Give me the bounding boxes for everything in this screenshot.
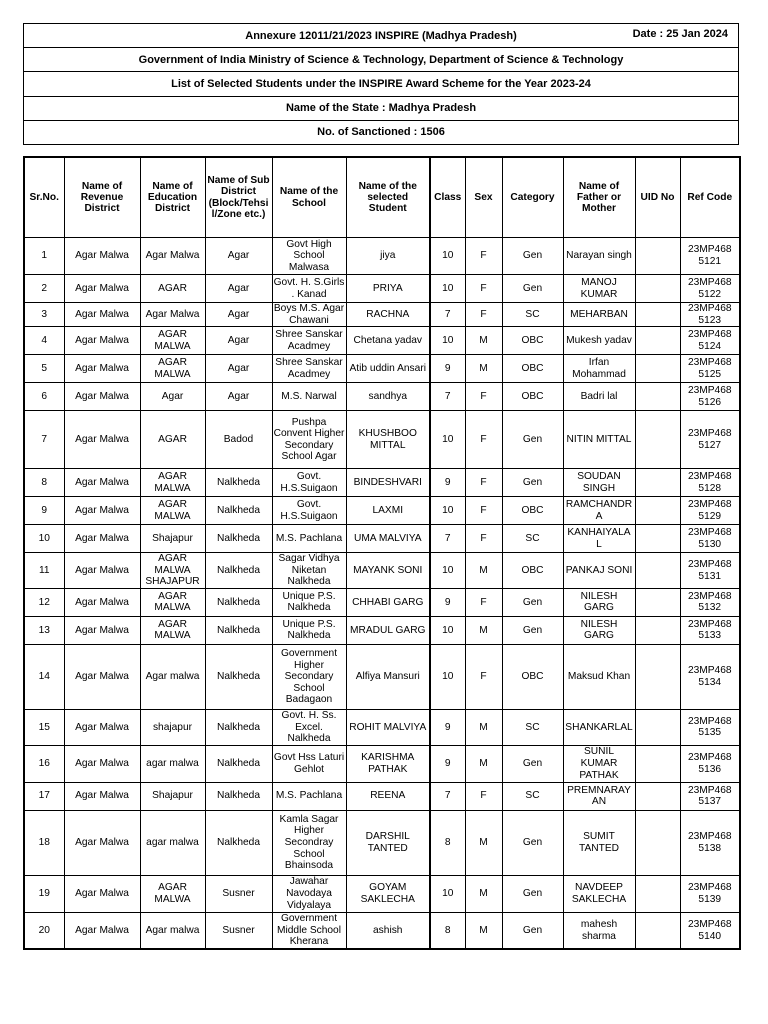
- cell-school-name: Govt. H. Ss. Excel. Nalkheda: [272, 709, 346, 745]
- cell-ref-code: 23MP468 5127: [680, 411, 740, 469]
- cell-student-name: Atib uddin Ansari: [346, 355, 430, 383]
- table-row: [24, 644, 740, 709]
- cell-ref-code: 23MP468 5138: [680, 810, 740, 875]
- column-header-sex: Sex: [465, 157, 502, 238]
- cell-education-district: AGAR MALWA: [140, 497, 205, 525]
- cell-revenue-district: Agar Malwa: [64, 275, 140, 303]
- column-header-uid-no: UID No: [635, 157, 680, 238]
- cell-parent-name: SOUDAN SINGH: [563, 469, 635, 497]
- cell-revenue-district: Agar Malwa: [64, 644, 140, 709]
- cell-parent-name: NILESH GARG: [563, 588, 635, 616]
- cell-parent-name: Irfan Mohammad: [563, 355, 635, 383]
- cell-revenue-district: Agar Malwa: [64, 745, 140, 782]
- table-row: [24, 810, 740, 875]
- cell-parent-name: SUMIT TANTED: [563, 810, 635, 875]
- cell-class: 9: [430, 469, 465, 497]
- cell-category: SC: [502, 525, 563, 553]
- cell-school-name: Kamla Sagar Higher Secondray School Bhainsoda: [272, 810, 346, 875]
- cell-ref-code: 23MP468 5126: [680, 383, 740, 411]
- cell-student-name: UMA MALVIYA: [346, 525, 430, 553]
- table-body: [24, 238, 740, 950]
- table-row: [24, 875, 740, 912]
- cell-ref-code: 23MP468 5139: [680, 875, 740, 912]
- cell-ref-code: 23MP468 5136: [680, 745, 740, 782]
- cell-revenue-district: Agar Malwa: [64, 411, 140, 469]
- column-header-class: Class: [430, 157, 465, 238]
- cell-sub-district: Badod: [205, 411, 272, 469]
- cell-education-district: Agar malwa: [140, 912, 205, 949]
- cell-sr-no: 1: [24, 238, 64, 275]
- table-row: [24, 275, 740, 303]
- cell-student-name: BINDESHVARI: [346, 469, 430, 497]
- cell-sub-district: Nalkheda: [205, 745, 272, 782]
- cell-sex: M: [465, 912, 502, 949]
- cell-category: OBC: [502, 553, 563, 589]
- cell-sex: F: [465, 411, 502, 469]
- cell-category: SC: [502, 782, 563, 810]
- cell-category: Gen: [502, 588, 563, 616]
- cell-sex: M: [465, 616, 502, 644]
- table-row: [24, 912, 740, 949]
- cell-sub-district: Nalkheda: [205, 616, 272, 644]
- cell-sr-no: 18: [24, 810, 64, 875]
- cell-parent-name: SUNIL KUMAR PATHAK: [563, 745, 635, 782]
- cell-sex: M: [465, 355, 502, 383]
- cell-education-district: agar malwa: [140, 745, 205, 782]
- cell-revenue-district: Agar Malwa: [64, 912, 140, 949]
- cell-student-name: Chetana yadav: [346, 327, 430, 355]
- cell-category: SC: [502, 709, 563, 745]
- cell-student-name: DARSHIL TANTED: [346, 810, 430, 875]
- cell-parent-name: NITIN MITTAL: [563, 411, 635, 469]
- cell-class: 10: [430, 875, 465, 912]
- cell-sub-district: Agar: [205, 275, 272, 303]
- cell-sex: M: [465, 327, 502, 355]
- cell-sex: M: [465, 810, 502, 875]
- state-name: Name of the State : Madhya Pradesh: [24, 96, 739, 120]
- cell-parent-name: Maksud Khan: [563, 644, 635, 709]
- cell-sr-no: 13: [24, 616, 64, 644]
- cell-revenue-district: Agar Malwa: [64, 588, 140, 616]
- cell-education-district: AGAR MALWA: [140, 875, 205, 912]
- cell-education-district: AGAR MALWA: [140, 355, 205, 383]
- cell-class: 10: [430, 327, 465, 355]
- cell-class: 10: [430, 411, 465, 469]
- cell-student-name: jiya: [346, 238, 430, 275]
- cell-parent-name: NILESH GARG: [563, 616, 635, 644]
- cell-uid-no: [635, 497, 680, 525]
- column-header-school-name: Name of the School: [272, 157, 346, 238]
- cell-sub-district: Agar: [205, 355, 272, 383]
- cell-sex: M: [465, 745, 502, 782]
- cell-education-district: Agar malwa: [140, 644, 205, 709]
- cell-education-district: Shajapur: [140, 782, 205, 810]
- students-table: [23, 156, 741, 950]
- cell-parent-name: PREMNARAY AN: [563, 782, 635, 810]
- list-title: List of Selected Students under the INSPIRE Award Scheme for the Year 2023-24: [24, 72, 739, 96]
- cell-ref-code: 23MP468 5124: [680, 327, 740, 355]
- cell-parent-name: SHANKARLAL: [563, 709, 635, 745]
- cell-uid-no: [635, 875, 680, 912]
- cell-school-name: Shree Sanskar Acadmey: [272, 355, 346, 383]
- cell-education-district: Agar Malwa: [140, 303, 205, 327]
- cell-uid-no: [635, 275, 680, 303]
- cell-category: OBC: [502, 497, 563, 525]
- cell-education-district: Shajapur: [140, 525, 205, 553]
- table-row: [24, 327, 740, 355]
- cell-school-name: Govt. H. S.Girls . Kanad: [272, 275, 346, 303]
- cell-student-name: REENA: [346, 782, 430, 810]
- cell-ref-code: 23MP468 5129: [680, 497, 740, 525]
- cell-revenue-district: Agar Malwa: [64, 810, 140, 875]
- cell-class: 7: [430, 303, 465, 327]
- cell-revenue-district: Agar Malwa: [64, 709, 140, 745]
- cell-class: 7: [430, 525, 465, 553]
- cell-category: Gen: [502, 912, 563, 949]
- cell-school-name: M.S. Pachlana: [272, 525, 346, 553]
- cell-sub-district: Nalkheda: [205, 588, 272, 616]
- cell-sr-no: 7: [24, 411, 64, 469]
- cell-ref-code: 23MP468 5133: [680, 616, 740, 644]
- cell-sex: M: [465, 875, 502, 912]
- cell-sex: F: [465, 238, 502, 275]
- cell-sr-no: 6: [24, 383, 64, 411]
- cell-parent-name: KANHAIYALA L: [563, 525, 635, 553]
- cell-parent-name: NAVDEEP SAKLECHA: [563, 875, 635, 912]
- cell-class: 7: [430, 782, 465, 810]
- cell-school-name: Boys M.S. Agar Chawani: [273, 303, 345, 326]
- cell-revenue-district: Agar Malwa: [64, 782, 140, 810]
- cell-revenue-district: Agar Malwa: [64, 355, 140, 383]
- cell-school-name: Shree Sanskar Acadmey: [272, 327, 346, 355]
- cell-sex: F: [465, 469, 502, 497]
- cell-parent-name: Mukesh yadav: [563, 327, 635, 355]
- cell-class: 9: [430, 588, 465, 616]
- cell-parent-name: mahesh sharma: [563, 912, 635, 949]
- cell-student-name: KARISHMA PATHAK: [346, 745, 430, 782]
- cell-uid-no: [635, 327, 680, 355]
- cell-sex: F: [465, 644, 502, 709]
- cell-education-district: Agar: [140, 383, 205, 411]
- cell-uid-no: [635, 411, 680, 469]
- cell-revenue-district: Agar Malwa: [64, 469, 140, 497]
- cell-sr-no: 2: [24, 275, 64, 303]
- cell-school-name: Govt. H.S.Suigaon: [272, 497, 346, 525]
- header-row-annexure: [24, 24, 739, 48]
- cell-category: Gen: [502, 238, 563, 275]
- cell-class: 9: [430, 709, 465, 745]
- cell-uid-no: [635, 355, 680, 383]
- cell-ref-code: 23MP468 5140: [680, 912, 740, 949]
- cell-class: 10: [430, 616, 465, 644]
- cell-ref-code: 23MP468 5137: [680, 782, 740, 810]
- cell-education-district: Agar Malwa: [140, 238, 205, 275]
- cell-class: 9: [430, 355, 465, 383]
- table-row: [24, 497, 740, 525]
- table-row: [24, 383, 740, 411]
- cell-parent-name: RAMCHANDR A: [563, 497, 635, 525]
- cell-revenue-district: Agar Malwa: [64, 553, 140, 589]
- cell-school-name: Pushpa Convent Higher Secondary School Agar: [272, 411, 346, 469]
- cell-category: OBC: [502, 644, 563, 709]
- cell-ref-code: 23MP468 5121: [680, 238, 740, 275]
- cell-student-name: ROHIT MALVIYA: [346, 709, 430, 745]
- cell-uid-no: [635, 912, 680, 949]
- cell-sr-no: 8: [24, 469, 64, 497]
- cell-sex: F: [465, 275, 502, 303]
- cell-ref-code: 23MP468 5125: [680, 355, 740, 383]
- table-row: [24, 303, 740, 327]
- cell-category: Gen: [502, 810, 563, 875]
- table-row: [24, 238, 740, 275]
- cell-ref-code: 23MP468 5128: [680, 469, 740, 497]
- table-header-row: [24, 157, 740, 238]
- cell-sub-district: Susner: [205, 912, 272, 949]
- cell-education-district: agar malwa: [140, 810, 205, 875]
- cell-category: OBC: [502, 383, 563, 411]
- table-row: [24, 355, 740, 383]
- cell-uid-no: [635, 588, 680, 616]
- column-header-ref-code: Ref Code: [680, 157, 740, 238]
- cell-sex: M: [465, 709, 502, 745]
- cell-sr-no: 3: [24, 303, 64, 327]
- cell-parent-name: PANKAJ SONI: [563, 553, 635, 589]
- column-header-education-district: Name of Education District: [140, 157, 205, 238]
- cell-school-name: Unique P.S. Nalkheda: [272, 616, 346, 644]
- cell-uid-no: [635, 644, 680, 709]
- cell-category: OBC: [502, 327, 563, 355]
- cell-sub-district: Agar: [205, 303, 272, 327]
- cell-uid-no: [635, 238, 680, 275]
- cell-category: Gen: [502, 875, 563, 912]
- cell-revenue-district: Agar Malwa: [64, 327, 140, 355]
- cell-revenue-district: Agar Malwa: [64, 875, 140, 912]
- cell-sr-no: 4: [24, 327, 64, 355]
- cell-revenue-district: Agar Malwa: [64, 383, 140, 411]
- table-row: [24, 553, 740, 589]
- cell-sub-district: Agar: [205, 327, 272, 355]
- cell-sr-no: 12: [24, 588, 64, 616]
- cell-ref-code: 23MP468 5123: [680, 303, 740, 327]
- cell-uid-no: [635, 782, 680, 810]
- cell-student-name: KHUSHBOO MITTAL: [346, 411, 430, 469]
- cell-sr-no: 17: [24, 782, 64, 810]
- cell-school-name: Sagar Vidhya Niketan Nalkheda: [272, 553, 346, 589]
- cell-uid-no: [635, 745, 680, 782]
- cell-sex: F: [465, 525, 502, 553]
- cell-parent-name: MANOJ KUMAR: [563, 275, 635, 303]
- cell-parent-name: MEHARBAN: [563, 303, 635, 327]
- cell-student-name: MAYANK SONI: [346, 553, 430, 589]
- cell-school-name: Unique P.S. Nalkheda: [272, 588, 346, 616]
- cell-sex: F: [465, 497, 502, 525]
- cell-school-name: Govt. H.S.Suigaon: [272, 469, 346, 497]
- ministry-title: Government of India Ministry of Science & Technology, Department of Science & Technology: [24, 48, 739, 72]
- cell-student-name: MRADUL GARG: [346, 616, 430, 644]
- cell-education-district: shajapur: [140, 709, 205, 745]
- cell-student-name: sandhya: [346, 383, 430, 411]
- cell-education-district: AGAR MALWA: [140, 469, 205, 497]
- cell-uid-no: [635, 553, 680, 589]
- cell-sub-district: Nalkheda: [205, 709, 272, 745]
- cell-category: Gen: [502, 469, 563, 497]
- annexure-title: Annexure 12011/21/2023 INSPIRE (Madhya Pradesh): [245, 29, 517, 42]
- cell-class: 7: [430, 383, 465, 411]
- header-table: [23, 23, 739, 145]
- cell-ref-code: 23MP468 5132: [680, 588, 740, 616]
- cell-category: Gen: [502, 616, 563, 644]
- table-row: [24, 745, 740, 782]
- cell-student-name: ashish: [346, 912, 430, 949]
- cell-sr-no: 11: [24, 553, 64, 589]
- cell-class: 10: [430, 275, 465, 303]
- sanctioned-count: No. of Sanctioned : 1506: [24, 120, 739, 144]
- cell-category: Gen: [502, 745, 563, 782]
- table-row: [24, 469, 740, 497]
- cell-uid-no: [635, 616, 680, 644]
- cell-class: 10: [430, 497, 465, 525]
- table-row: [24, 782, 740, 810]
- cell-uid-no: [635, 525, 680, 553]
- cell-sub-district: Nalkheda: [205, 644, 272, 709]
- cell-uid-no: [635, 469, 680, 497]
- cell-student-name: Alfiya Mansuri: [346, 644, 430, 709]
- cell-revenue-district: Agar Malwa: [64, 616, 140, 644]
- cell-category: Gen: [502, 411, 563, 469]
- cell-sr-no: 10: [24, 525, 64, 553]
- cell-education-district: AGAR MALWA: [140, 616, 205, 644]
- table-row: [24, 411, 740, 469]
- table-row: [24, 525, 740, 553]
- cell-school-name: Govt High School Malwasa: [272, 238, 346, 275]
- cell-sr-no: 9: [24, 497, 64, 525]
- cell-sex: M: [465, 553, 502, 589]
- cell-education-district: AGAR MALWA SHAJAPUR: [140, 553, 205, 589]
- cell-sub-district: Agar: [205, 238, 272, 275]
- cell-student-name: GOYAM SAKLECHA: [346, 875, 430, 912]
- cell-sub-district: Nalkheda: [205, 469, 272, 497]
- cell-sr-no: 16: [24, 745, 64, 782]
- cell-education-district: AGAR MALWA: [140, 588, 205, 616]
- cell-school-name: Government Middle School Kherana: [272, 912, 346, 949]
- cell-sub-district: Nalkheda: [205, 782, 272, 810]
- cell-student-name: RACHNA: [346, 303, 430, 327]
- cell-school-name: Jawahar Navodaya Vidyalaya: [272, 875, 346, 912]
- column-header-category: Category: [502, 157, 563, 238]
- cell-category: Gen: [502, 275, 563, 303]
- cell-class: 8: [430, 810, 465, 875]
- cell-education-district: AGAR: [140, 411, 205, 469]
- cell-sr-no: 19: [24, 875, 64, 912]
- cell-uid-no: [635, 303, 680, 327]
- cell-ref-code: 23MP468 5134: [680, 644, 740, 709]
- cell-category: OBC: [502, 355, 563, 383]
- column-header-student-name: Name of the selected Student: [346, 157, 430, 238]
- cell-education-district: AGAR MALWA: [140, 327, 205, 355]
- cell-revenue-district: Agar Malwa: [64, 303, 140, 327]
- cell-sr-no: 15: [24, 709, 64, 745]
- table-row: [24, 616, 740, 644]
- cell-parent-name: Badri lal: [563, 383, 635, 411]
- cell-sex: F: [465, 383, 502, 411]
- cell-class: 8: [430, 912, 465, 949]
- cell-ref-code: 23MP468 5131: [680, 553, 740, 589]
- cell-education-district: AGAR: [140, 275, 205, 303]
- table-row: [24, 709, 740, 745]
- cell-revenue-district: Agar Malwa: [64, 497, 140, 525]
- cell-sex: F: [465, 303, 502, 327]
- cell-uid-no: [635, 383, 680, 411]
- table-row: [24, 588, 740, 616]
- cell-revenue-district: Agar Malwa: [64, 238, 140, 275]
- cell-revenue-district: Agar Malwa: [64, 525, 140, 553]
- cell-ref-code: 23MP468 5130: [680, 525, 740, 553]
- cell-sub-district: Nalkheda: [205, 553, 272, 589]
- cell-uid-no: [635, 810, 680, 875]
- cell-sex: F: [465, 588, 502, 616]
- cell-category: SC: [502, 303, 563, 327]
- cell-sub-district: Susner: [205, 875, 272, 912]
- cell-sr-no: 20: [24, 912, 64, 949]
- cell-parent-name: Narayan singh: [563, 238, 635, 275]
- cell-sub-district: Nalkheda: [205, 810, 272, 875]
- document-date: Date : 25 Jan 2024: [632, 28, 728, 40]
- cell-class: 10: [430, 553, 465, 589]
- cell-sub-district: Agar: [205, 383, 272, 411]
- cell-sub-district: Nalkheda: [205, 525, 272, 553]
- column-header-sr-no: Sr.No.: [24, 157, 64, 238]
- cell-school-name: M.S. Pachlana: [272, 782, 346, 810]
- cell-sex: F: [465, 782, 502, 810]
- cell-student-name: CHHABI GARG: [346, 588, 430, 616]
- cell-ref-code: 23MP468 5135: [680, 709, 740, 745]
- cell-school-name: Govt Hss Laturi Gehlot: [272, 745, 346, 782]
- column-header-parent-name: Name of Father or Mother: [563, 157, 635, 238]
- cell-sr-no: 5: [24, 355, 64, 383]
- cell-student-name: PRIYA: [346, 275, 430, 303]
- cell-student-name: LAXMI: [346, 497, 430, 525]
- cell-class: 10: [430, 644, 465, 709]
- cell-class: 10: [430, 238, 465, 275]
- cell-school-name: M.S. Narwal: [272, 383, 346, 411]
- cell-class: 9: [430, 745, 465, 782]
- cell-school-name: Government Higher Secondary School Badagaon: [272, 644, 346, 709]
- column-header-revenue-district: Name of Revenue District: [64, 157, 140, 238]
- cell-sr-no: 14: [24, 644, 64, 709]
- column-header-sub-district: Name of Sub District (Block/Tehsi l/Zone etc.): [205, 157, 272, 238]
- cell-uid-no: [635, 709, 680, 745]
- cell-ref-code: 23MP468 5122: [680, 275, 740, 303]
- cell-sub-district: Nalkheda: [205, 497, 272, 525]
